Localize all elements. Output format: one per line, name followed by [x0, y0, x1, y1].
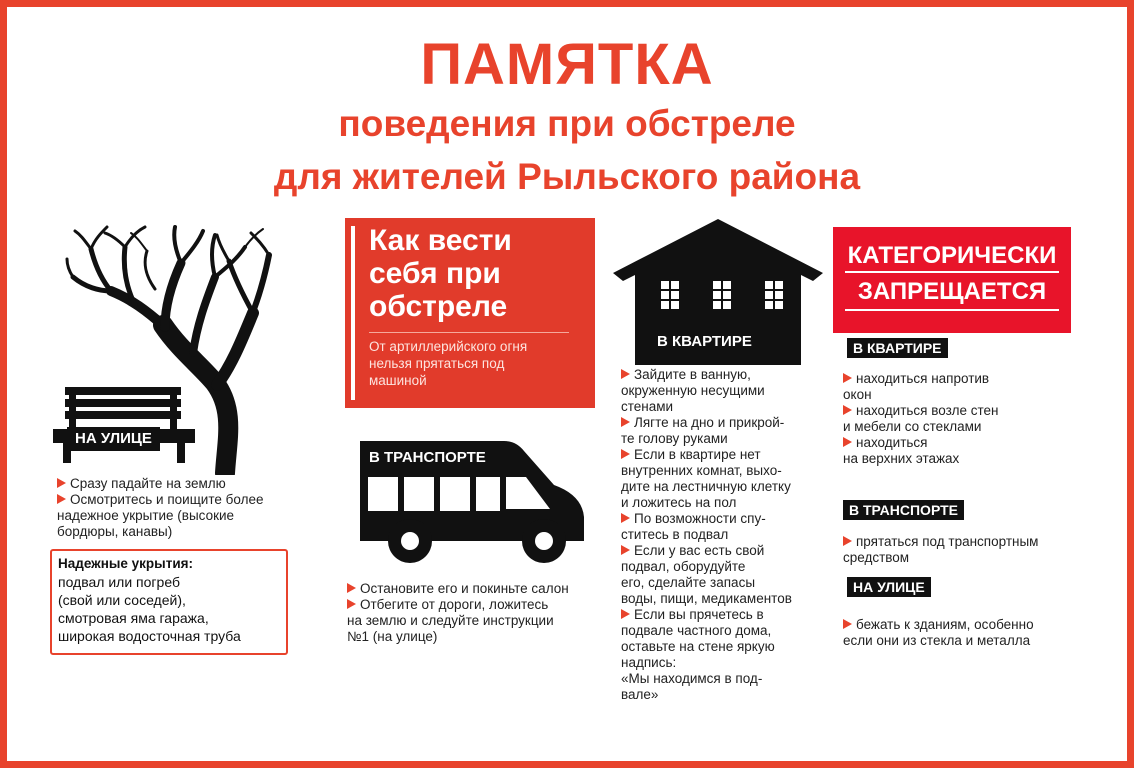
how-to-rule	[369, 332, 569, 333]
triangle-bullet-icon	[843, 437, 852, 447]
shelters-box	[50, 549, 288, 655]
list-item-line: надежное укрытие (высокие	[57, 508, 235, 523]
list-item: находиться напротив	[843, 371, 999, 387]
triangle-bullet-icon	[347, 599, 356, 609]
page-title: ПАМЯТКА	[420, 32, 714, 97]
list-item-line: на землю и следуйте инструкции	[347, 613, 554, 628]
triangle-bullet-icon	[621, 545, 630, 555]
list-item: прятаться под транспортным	[843, 534, 1038, 550]
forbidden-title-line-1: КАТЕГОРИЧЕСКИ	[847, 242, 1057, 269]
forbidden-box	[833, 227, 1071, 333]
forbidden-transport-list: прятаться под транспортным средством	[843, 534, 1039, 565]
triangle-bullet-icon	[621, 417, 630, 427]
forbidden-street-badge: НА УЛИЦЕ	[847, 577, 931, 597]
how-to-note: От артиллерийского огня нельзя прятаться под машиной	[369, 339, 528, 388]
list-item: Сразу падайте на землю	[57, 476, 263, 492]
triangle-bullet-icon	[57, 494, 66, 504]
how-to-box	[345, 218, 595, 408]
forbidden-apartment-list: находиться напротив окон находиться возле стен и мебели со стеклами находиться на верхних этажах	[843, 371, 999, 466]
transport-instructions	[347, 581, 569, 645]
street-badge: НА УЛИЦЕ	[67, 427, 160, 451]
forbidden-title-line-2: ЗАПРЕЩАЕТСЯ	[857, 278, 1047, 305]
triangle-bullet-icon	[57, 478, 66, 488]
triangle-bullet-icon	[843, 619, 852, 629]
shelters-line: подвал или погреб	[58, 574, 180, 590]
how-to-divider	[351, 226, 355, 400]
list-item: Осмотритесь и поищите более	[57, 492, 263, 508]
list-item: бежать к зданиям, особенно	[843, 617, 1034, 633]
list-item: Остановите его и покиньте салон	[347, 581, 569, 597]
shelters-line: (свой или соседей),	[58, 592, 186, 608]
triangle-bullet-icon	[843, 373, 852, 383]
how-to-title: Как вести себя при обстреле	[369, 224, 512, 323]
apartment-badge: В КВАРТИРЕ	[657, 333, 752, 350]
forbidden-street-list: бежать к зданиям, особенно если они из стекла и металла	[843, 617, 1034, 648]
list-item-line: №1 (на улице)	[347, 629, 438, 644]
list-item: находиться	[843, 435, 999, 451]
triangle-bullet-icon	[621, 513, 630, 523]
list-item: Отбегите от дороги, ложитесь	[347, 597, 569, 613]
list-item: Если у вас есть свой	[621, 543, 792, 559]
list-item: Если вы прячетесь в	[621, 607, 792, 623]
triangle-bullet-icon	[621, 449, 630, 459]
page-subtitle-line-2: для жителей Рыльского района	[273, 156, 861, 197]
triangle-bullet-icon	[621, 369, 630, 379]
shelters-line: смотровая яма гаража,	[58, 610, 209, 626]
triangle-bullet-icon	[843, 405, 852, 415]
triangle-bullet-icon	[347, 583, 356, 593]
forbidden-rule	[845, 271, 1059, 273]
transport-badge: В ТРАНСПОРТЕ	[369, 449, 486, 466]
forbidden-rule	[845, 309, 1059, 311]
forbidden-transport-badge: В ТРАНСПОРТЕ	[843, 500, 964, 520]
list-item: Зайдите в ванную,	[621, 367, 792, 383]
list-item-line: бордюры, канавы)	[57, 524, 173, 539]
list-item: находиться возле стен	[843, 403, 999, 419]
bench-icon	[53, 385, 195, 465]
triangle-bullet-icon	[843, 536, 852, 546]
list-item: Лягте на дно и прикрой-	[621, 415, 792, 431]
page-subtitle-line-1: поведения при обстреле	[338, 103, 796, 144]
apartment-instructions: Зайдите в ванную, окруженную несущими стенами Лягте на дно и прикрой- те голову руками Если в квартире нет внутренних комнат, выхо- дите на лестничную клетку и ложитесь на пол По возможности спу- ститесь в подвал Если у вас есть свой подвал, оборудуйте его, сделайте запасы воды, пищи, медикаментов Если вы прячетесь в подвале частного дома, оставьте на стене яркую надпись: «Мы находимся в под- вале»	[621, 367, 792, 702]
street-instructions	[57, 476, 263, 540]
shelters-line: широкая водосточная труба	[58, 628, 241, 644]
forbidden-apartment-badge: В КВАРТИРЕ	[847, 338, 948, 358]
list-item: Если в квартире нет	[621, 447, 792, 463]
list-item: По возможности спу-	[621, 511, 792, 527]
shelters-title: Надежные укрытия:	[58, 556, 193, 571]
triangle-bullet-icon	[621, 609, 630, 619]
